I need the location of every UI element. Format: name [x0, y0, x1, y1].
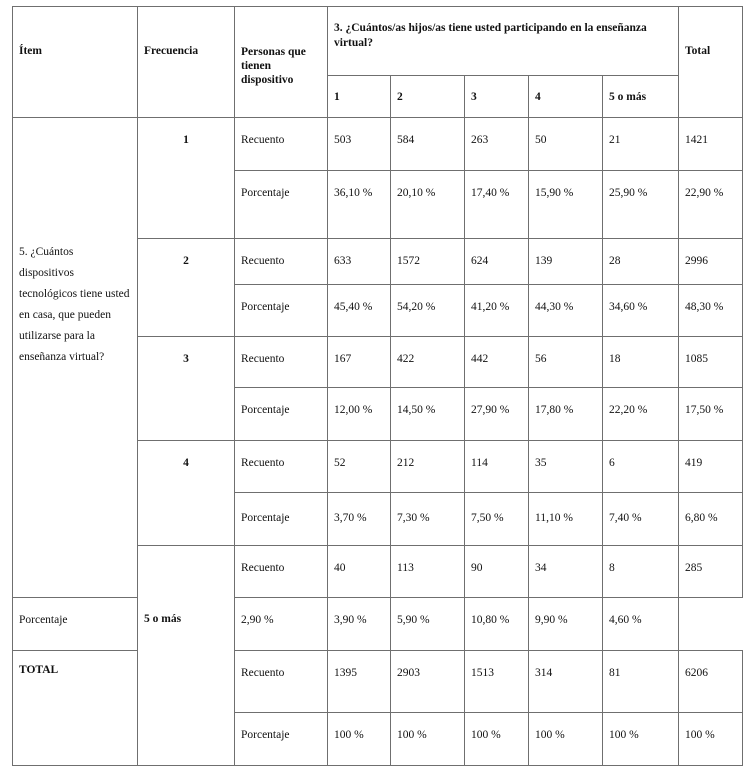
frecuencia-2: 2	[138, 239, 235, 337]
row-label: Recuento	[235, 118, 328, 171]
total-label: TOTAL	[13, 651, 138, 766]
cell-total: 100 %	[679, 713, 743, 766]
cell-total: 17,50 %	[679, 388, 743, 441]
cell: 100 %	[328, 713, 391, 766]
row-label: Porcentaje	[235, 285, 328, 337]
header-col-4: 4	[529, 76, 603, 118]
row-label: Porcentaje	[235, 713, 328, 766]
cell: 2,90 %	[235, 598, 328, 651]
header-personas: Personas que tienen dispositivo	[235, 7, 328, 118]
row-label: Porcentaje	[235, 493, 328, 546]
cell: 52	[328, 441, 391, 493]
row-label: Recuento	[235, 651, 328, 713]
frecuencia-5-o-mas: 5 o más	[138, 546, 235, 766]
cell: 100 %	[391, 713, 465, 766]
cell-total: 22,90 %	[679, 171, 743, 239]
cell: 18	[603, 337, 679, 388]
cell: 7,30 %	[391, 493, 465, 546]
cell: 40	[328, 546, 391, 598]
cell: 503	[328, 118, 391, 171]
row-label: Porcentaje	[13, 598, 138, 651]
cell: 45,40 %	[328, 285, 391, 337]
cell: 2903	[391, 651, 465, 713]
cell: 442	[465, 337, 529, 388]
header-frecuencia: Frecuencia	[138, 7, 235, 118]
cell-total: 285	[679, 546, 743, 598]
cell: 35	[529, 441, 603, 493]
cell: 113	[391, 546, 465, 598]
frecuencia-1: 1	[138, 118, 235, 239]
cell: 34	[529, 546, 603, 598]
cell-total: 2996	[679, 239, 743, 285]
cell: 27,90 %	[465, 388, 529, 441]
cell: 20,10 %	[391, 171, 465, 239]
cell: 8	[603, 546, 679, 598]
cell: 100 %	[465, 713, 529, 766]
cell: 1572	[391, 239, 465, 285]
cell: 624	[465, 239, 529, 285]
cell: 1395	[328, 651, 391, 713]
cell: 422	[391, 337, 465, 388]
cell: 12,00 %	[328, 388, 391, 441]
cell: 34,60 %	[603, 285, 679, 337]
cell: 56	[529, 337, 603, 388]
cell: 81	[603, 651, 679, 713]
cell: 54,20 %	[391, 285, 465, 337]
header-col-1: 1	[328, 76, 391, 118]
cell: 22,20 %	[603, 388, 679, 441]
cell-total: 6,80 %	[679, 493, 743, 546]
cell: 44,30 %	[529, 285, 603, 337]
table-row	[13, 598, 743, 651]
cell: 14,50 %	[391, 388, 465, 441]
cell-total: 1421	[679, 118, 743, 171]
cell-total: 1085	[679, 337, 743, 388]
cell: 15,90 %	[529, 171, 603, 239]
cell: 17,80 %	[529, 388, 603, 441]
cell: 28	[603, 239, 679, 285]
table-row	[13, 118, 743, 171]
cell: 100 %	[529, 713, 603, 766]
cell-total: 4,60 %	[603, 598, 679, 651]
crosstab-table	[12, 6, 743, 766]
row-label: Recuento	[235, 546, 328, 598]
row-label: Porcentaje	[235, 171, 328, 239]
cell: 633	[328, 239, 391, 285]
header-item: Ítem	[13, 7, 138, 118]
cell: 1513	[465, 651, 529, 713]
row-label: Recuento	[235, 337, 328, 388]
cell: 7,40 %	[603, 493, 679, 546]
cell: 212	[391, 441, 465, 493]
header-question: 3. ¿Cuántos/as hijos/as tiene usted participando en la enseñanza virtual?	[328, 7, 679, 76]
row-label: Recuento	[235, 441, 328, 493]
cell-total: 419	[679, 441, 743, 493]
cell: 167	[328, 337, 391, 388]
cell: 25,90 %	[603, 171, 679, 239]
cell: 5,90 %	[391, 598, 465, 651]
cell: 17,40 %	[465, 171, 529, 239]
cell-total: 48,30 %	[679, 285, 743, 337]
cell-total: 6206	[679, 651, 743, 713]
cell: 3,90 %	[328, 598, 391, 651]
cell: 584	[391, 118, 465, 171]
cell: 139	[529, 239, 603, 285]
cell: 9,90 %	[529, 598, 603, 651]
header-col-5-o-mas: 5 o más	[603, 76, 679, 118]
cell: 36,10 %	[328, 171, 391, 239]
item-5-question: 5. ¿Cuántos dispositivos tecnológicos tiene usted en casa, que pueden utilizarse para la enseñanza virtual?	[13, 118, 138, 598]
cell: 90	[465, 546, 529, 598]
header-total: Total	[679, 7, 743, 118]
cell: 11,10 %	[529, 493, 603, 546]
cell: 263	[465, 118, 529, 171]
header-col-3: 3	[465, 76, 529, 118]
cell: 50	[529, 118, 603, 171]
table-row	[13, 651, 743, 713]
cell: 6	[603, 441, 679, 493]
cell: 3,70 %	[328, 493, 391, 546]
row-label: Recuento	[235, 239, 328, 285]
cell: 114	[465, 441, 529, 493]
header-col-2: 2	[391, 76, 465, 118]
cell: 21	[603, 118, 679, 171]
frecuencia-4: 4	[138, 441, 235, 546]
cell: 7,50 %	[465, 493, 529, 546]
row-label: Porcentaje	[235, 388, 328, 441]
cell: 100 %	[603, 713, 679, 766]
cell: 10,80 %	[465, 598, 529, 651]
cell: 314	[529, 651, 603, 713]
cell: 41,20 %	[465, 285, 529, 337]
frecuencia-3: 3	[138, 337, 235, 441]
